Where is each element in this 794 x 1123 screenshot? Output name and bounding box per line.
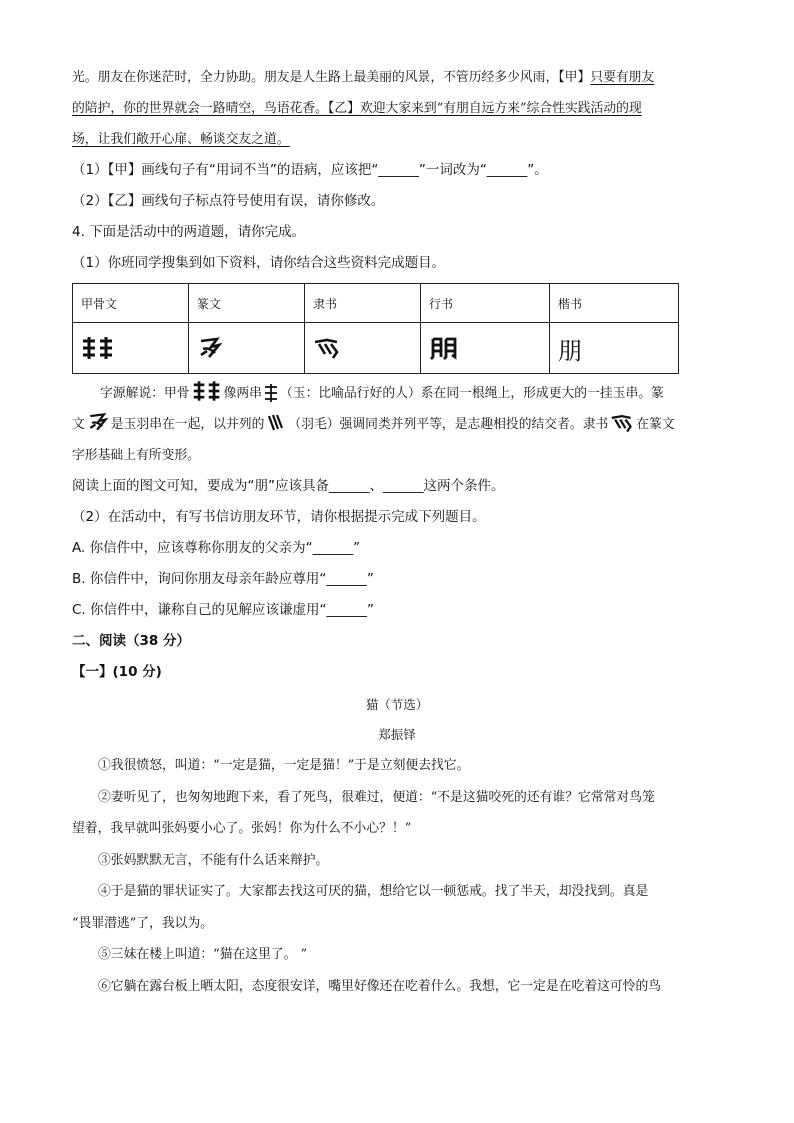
q4-sub2: （2）在活动中，有写书信访朋友环节，请你根据提示完成下列题目。 [72,509,486,525]
cell-xingshu [421,323,550,374]
paragraph-2b: 望着，我早就叫张妈要小心了。张妈！你为什么不小心？！” [72,821,412,836]
header-xingshu: 行书 [421,284,550,323]
glyph-table-header-row [73,284,679,323]
cell-jiaguwen [73,323,189,374]
q4-title: 4. 下面是活动中的两道题，请你完成。 [72,224,306,240]
text-title: 猫（节选） [365,697,429,712]
etymology-text: 在篆文 [636,417,675,432]
intro-line-2 [72,93,722,124]
underlined-sentence-yi: 【乙】欢迎大家来到“有朋自远方来”综合性实践活动的现 [327,101,642,116]
q3-sub1: （1）【甲】画线句子有“用词不当”的语病，应该把“______”一词改为“______”。 [72,162,548,178]
paragraph-5: ⑤三妹在楼上叫道：“猫在这里了。 ” [98,947,308,962]
glyph-table [72,283,679,374]
etymology-text: 文 [72,417,85,432]
etymology-text: （玉：比喻品行好的人）系在同一根绳上，形成更大的一挂玉串。篆 [279,386,664,401]
etymology-text: 字源解说：甲骨 [100,386,190,401]
paragraph-6: ⑥它躺在露台板上晒太阳，态度很安详，嘴里好像还在吃着什么。我想，它一定是在吃着这可怜的鸟 [98,978,662,994]
etymology-line-2 [72,409,722,440]
etymology-text: （羽毛）强调同类并列平等，是志趣相投的结交者。隶书 [288,417,609,432]
paragraph-4a: ④于是猫的罪状证实了。大家都去找这可厌的猫，想给它以一顿惩戒。找了半天，却没找到。真是 [98,884,649,899]
q4-read-question: 阅读上面的图文可知，要成为“朋”应该具备______、______这两个条件。 [72,478,505,494]
document-page [72,62,722,1002]
lishu-peng-glyph [313,336,341,360]
q3-sub2: （2）【乙】画线句子标点符号使用有误，请你修改。 [72,193,385,209]
cell-zhuanwen [189,323,305,374]
etymology-line-3: 字形基础上有所变形。 [72,448,200,463]
zhuanwen-inline-glyph [87,410,109,434]
etymology-line-1 [72,378,722,409]
section2-title: 二、阅读（38 分） [72,633,190,649]
jiaguwen-inline-glyph [192,379,222,403]
underlined-sentence-jia-cont: 的陪护，你的世界就会一路晴空，鸟语花香。 [72,101,328,116]
yu-feather-inline-glyph [266,412,286,434]
underlined-sentence-jia: 只要有朋友 [590,70,655,85]
zhuanwen-peng-glyph [197,335,223,361]
section2-part1: 【一】(10 分) [72,664,162,680]
cell-kaishu [550,323,679,374]
cell-lishu [305,323,421,374]
q4-option-b: B. 你信件中，询问你朋友母亲年龄应尊用“______” [72,571,374,587]
intro-line-1 [72,62,722,93]
underlined-sentence-yi-cont: 场，让我们敞开心扉、畅谈交友之道。 [72,132,290,147]
intro-line-3 [72,124,722,155]
yu-inline-glyph [264,383,278,403]
etymology-text: 是玉羽串在一起，以并列的 [110,417,265,432]
q4-option-c: C. 你信件中，谦称自己的见解应该谦虚用“______” [72,602,374,618]
header-kaishu: 楷书 [550,284,679,323]
header-lishu: 隶书 [305,284,421,323]
header-zhuanwen: 篆文 [189,284,305,323]
paragraph-2a: ②妻听见了，也匆匆地跑下来，看了死鸟，很难过，便道：“不是这猫咬死的还有谁？它常常对鸟笼 [98,789,655,805]
glyph-table-glyph-row [73,323,679,374]
text-author: 郑振铎 [378,727,416,742]
lishu-inline-glyph [610,412,634,434]
xingshu-peng-glyph [429,335,459,361]
kaishu-peng-char: 朋 [558,336,582,365]
paragraph-1: ①我很愤怒，叫道：“一定是猫，一定是猫！”于是立刻便去找它。 [98,758,470,773]
paragraph-3: ③张妈默默无言，不能有什么话来辩护。 [98,852,329,868]
etymology-text: 像两串 [223,386,262,401]
q4-sub1: （1）你班同学搜集到如下资料，请你结合这些资料完成题目。 [72,255,446,271]
header-jiaguwen: 甲骨文 [73,284,189,323]
jiaguwen-peng-glyph [81,335,115,361]
intro-text: 光。朋友在你迷茫时，全力协助。朋友是人生路上最美丽的风景，不管历经多少风雨，【甲】 [72,70,591,85]
q4-option-a: A. 你信件中，应该尊称你朋友的父亲为“______” [72,540,361,556]
paragraph-4b: “畏罪潜逃”了，我以为。 [72,915,214,931]
